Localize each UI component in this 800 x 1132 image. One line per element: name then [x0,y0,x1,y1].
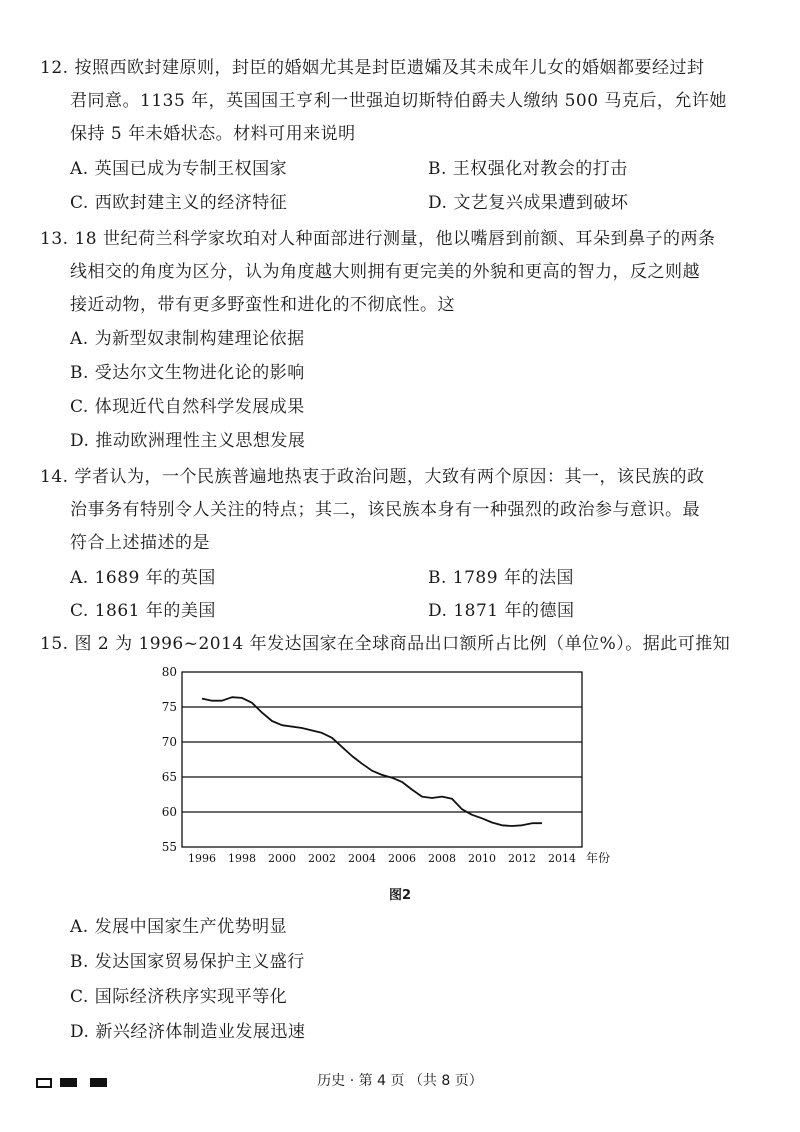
q13-option-a[interactable]: A. 为新型奴隶制构建理论依据 [70,329,305,349]
x-tick-label-2002: 2002 [308,852,336,865]
q14-option-c[interactable]: C. 1861 年的美国 [70,601,216,621]
q12-option-b[interactable]: B. 王权强化对教会的打击 [428,159,628,179]
q14-option-d[interactable]: D. 1871 年的德国 [428,601,575,621]
q15-line-1: 15. 图 2 为 1996~2014 年发达国家在全球商品出口额所占比例（单位%）。据此可推知 [40,634,731,654]
y-tick-label-60: 60 [161,805,177,819]
q13-line-1: 13. 18 世纪荷兰科学家坎珀对人种面部进行测量，他以嘴唇到前额、耳朵到鼻子的两条 [40,229,716,249]
y-tick-label-70: 70 [161,735,177,749]
x-tick-label-1998: 1998 [228,852,256,865]
x-tick-label-2004: 2004 [348,852,376,865]
q14-option-a[interactable]: A. 1689 年的英国 [70,568,216,588]
q12-line-2: 君同意。1135 年，英国国王亨利一世强迫切斯特伯爵夫人缴纳 500 马克后，允许她 [70,91,727,111]
q12-option-d[interactable]: D. 文艺复兴成果遭到破坏 [428,193,629,213]
x-tick-label-2008: 2008 [428,852,456,865]
q12-option-c[interactable]: C. 西欧封建主义的经济特征 [70,193,288,213]
q14-line-2: 治事务有特别令人关注的特点；其二，该民族本身有一种强烈的政治参与意识。最 [70,500,700,520]
x-tick-label-2006: 2006 [388,852,416,865]
x-axis-label: 年份 [586,851,611,865]
q12-line-1: 12. 按照西欧封建原则，封臣的婚姻尤其是封臣遗孀及其未成年儿女的婚姻都要经过封 [40,58,705,78]
q15-option-d[interactable]: D. 新兴经济体制造业发展迅速 [70,1022,306,1042]
x-tick-label-2014: 2014 [548,852,576,865]
figure-caption: 图2 [388,888,412,903]
x-tick-label-2000: 2000 [268,852,296,865]
q13-option-b[interactable]: B. 受达尔文生物进化论的影响 [70,363,305,383]
x-tick-label-1996: 1996 [188,852,216,865]
figure-2-chart [150,660,630,865]
q14-option-b[interactable]: B. 1789 年的法国 [428,568,574,588]
q14-line-3: 符合上述描述的是 [70,533,210,553]
y-tick-label-65: 65 [161,770,177,784]
x-tick-label-2010: 2010 [468,852,496,865]
q12-line-3: 保持 5 年未婚状态。材料可用来说明 [70,124,356,144]
x-tick-label-2012: 2012 [508,852,536,865]
q13-option-d[interactable]: D. 推动欧洲理性主义思想发展 [70,431,306,451]
q15-option-a[interactable]: A. 发展中国家生产优势明显 [70,917,288,937]
q15-option-b[interactable]: B. 发达国家贸易保护主义盛行 [70,952,305,972]
y-tick-label-75: 75 [161,700,177,714]
q15-option-c[interactable]: C. 国际经济秩序实现平等化 [70,987,288,1007]
q14-line-1: 14. 学者认为，一个民族普遍地热衷于政治问题，大致有两个原因：其一，该民族的政 [40,467,705,487]
q13-line-2: 线相交的角度为区分，认为角度越大则拥有更完美的外貌和更高的智力，反之则越 [70,262,700,282]
chart-svg [150,660,630,865]
q12-option-a[interactable]: A. 英国已成为专制王权国家 [70,159,288,179]
y-tick-label-80: 80 [161,665,177,679]
y-tick-label-55: 55 [161,840,177,854]
page-footer: 历史 · 第 4 页 （共 8 页） [317,1073,483,1089]
series-line-0 [202,697,542,826]
q13-line-3: 接近动物，带有更多野蛮性和进化的不彻底性。这 [70,295,455,315]
q13-option-c[interactable]: C. 体现近代自然科学发展成果 [70,397,305,417]
